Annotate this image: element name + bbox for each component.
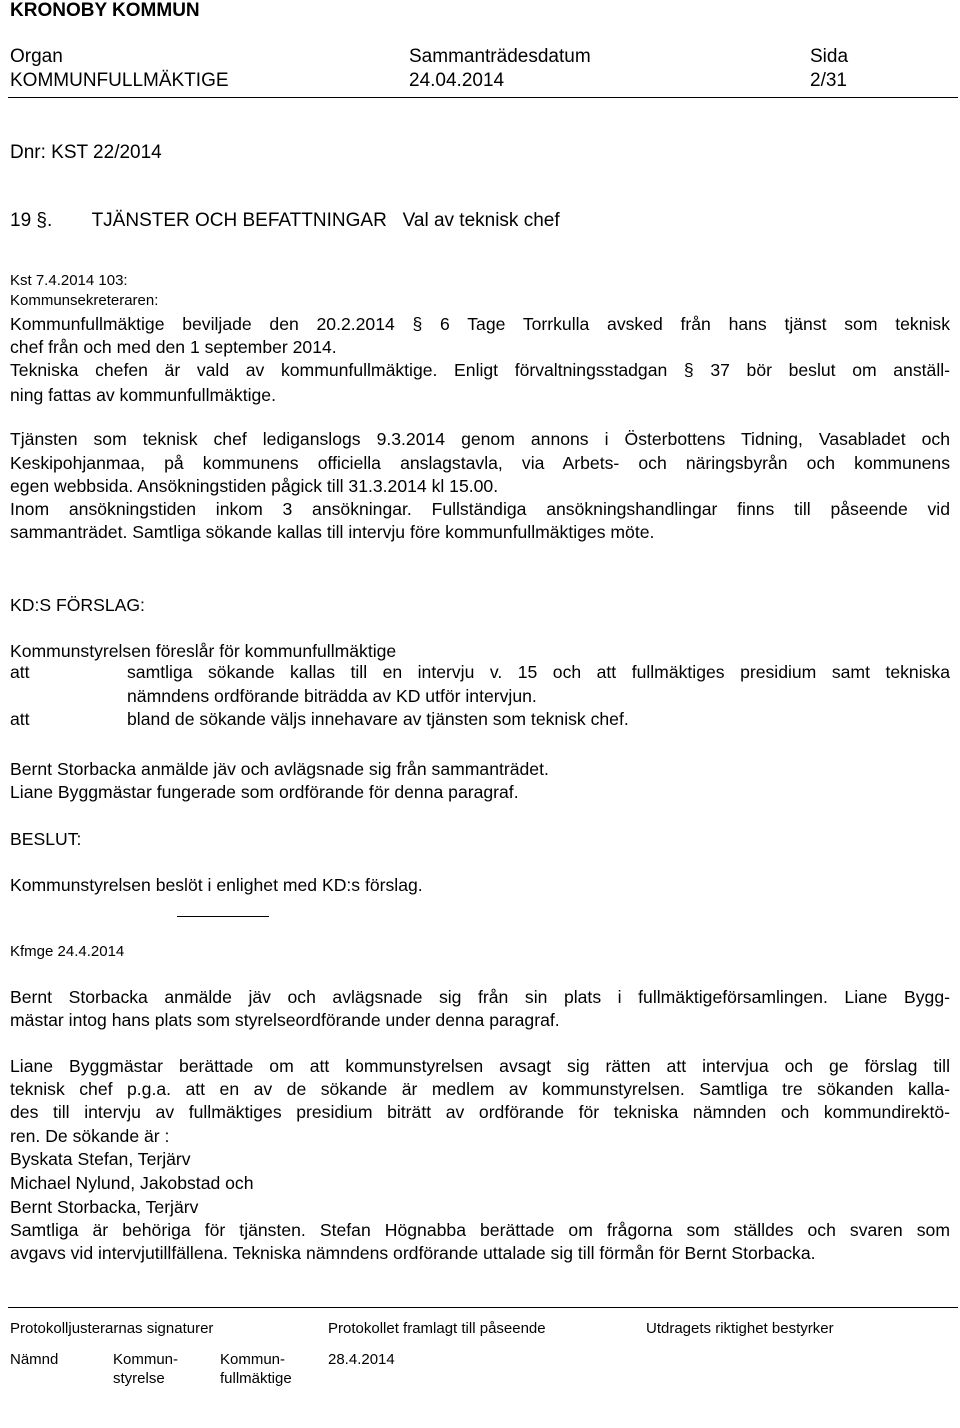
vacancy-line-5: sammanträdet. Samtliga sökande kallas till intervju före kommunfullmäktiges möte.: [10, 522, 655, 542]
proposal-heading: KD:S FÖRSLAG:: [10, 595, 145, 615]
vacancy-line-1: Tjänsten som teknisk chef lediganslogs 9.3.2014 genom annons i Österbottens Tidning, Vasabladet och: [10, 429, 950, 449]
page-label: Sida: [810, 46, 849, 67]
decision-heading: BESLUT:: [10, 829, 82, 849]
organ-value: KOMMUNFULLMÄKTIGE: [10, 70, 229, 91]
footer-council-line-2: fullmäktige: [220, 1370, 292, 1387]
footer-body-label: Nämnd: [10, 1351, 59, 1368]
header-divider: [8, 97, 958, 98]
extract-certified-label: Utdragets riktighet bestyrker: [646, 1320, 834, 1337]
diary-number: Dnr: KST 22/2014: [10, 142, 162, 163]
conflict-of-interest-note: Bernt Storbacka anmälde jäv och avlägsnade sig från sammanträdet.: [10, 759, 549, 779]
kfmge-para2-line-8: Samtliga är behöriga för tjänsten. Stefan Högnabba berättade om frågorna som ställdes och svaren som: [10, 1220, 950, 1240]
footer-board-line-2: styrelse: [113, 1370, 165, 1387]
intro-line-2: chef från och med den 1 september 2014.: [10, 337, 337, 357]
proposal-intro: Kommunstyrelsen föreslår för kommunfullmäktige: [10, 641, 397, 661]
applicant-3: Bernt Storbacka, Terjärv: [10, 1197, 199, 1217]
footer-divider: [8, 1307, 958, 1308]
vacancy-line-4: Inom ansökningstiden inkom 3 ansökningar. Fullständiga ansökningshandlingar finns till påseende vid: [10, 499, 950, 519]
footer-board-line-1: Kommun-: [113, 1351, 179, 1368]
kfmge-para2-line-1: Liane Byggmästar berättade om att kommunstyrelsen avsagt sig rätten att intervjua och ge förslag till: [10, 1056, 950, 1076]
posted-label: Protokollet framlagt till påseende: [328, 1320, 546, 1337]
section-title: TJÄNSTER OCH BEFATTNINGAR Val av teknisk chef: [91, 210, 560, 231]
section-sign: §.: [36, 210, 53, 231]
applicant-2: Michael Nylund, Jakobstad och: [10, 1173, 254, 1193]
att-text-1-line-1: samtliga sökande kallas till en intervju v. 15 och att fullmäktiges presidium samt tekniska: [127, 662, 950, 682]
acting-chair-note: Liane Byggmästar fungerade som ordförande för denna paragraf.: [10, 782, 519, 802]
kfmge-para2-line-3: des till intervju av fullmäktiges presidium biträtt av ordförande för tekniska nämnden och kommundirektö-: [10, 1102, 950, 1122]
kst-reference: Kst 7.4.2014 103:: [10, 272, 128, 289]
meeting-date-value: 24.04.2014: [409, 70, 505, 91]
organ-label: Organ: [10, 46, 63, 67]
kfmge-date: Kfmge 24.4.2014: [10, 943, 125, 960]
decision-text: Kommunstyrelsen beslöt i enlighet med KD:s förslag.: [10, 875, 423, 895]
att-text-1-line-2: nämndens ordförande biträdda av KD utför intervjun.: [127, 686, 537, 706]
att-label-2: att: [10, 709, 30, 729]
section-number: 19: [10, 210, 32, 231]
kfmge-para1-line-1: Bernt Storbacka anmälde jäv och avlägsnade sig från sin plats i fullmäktigeförsamlingen. Liane Bygg-: [10, 987, 950, 1007]
intro-line-3: Tekniska chefen är vald av kommunfullmäktige. Enligt förvaltningsstadgan § 37 bör beslut om anställ-: [10, 360, 950, 380]
page-number: 2/31: [810, 70, 847, 91]
att-text-2: bland de sökande väljs innehavare av tjänsten som teknisk chef.: [127, 709, 629, 729]
footer-council-line-1: Kommun-: [220, 1351, 286, 1368]
applicant-1: Byskata Stefan, Terjärv: [10, 1149, 191, 1169]
vacancy-line-2: Keskipohjanmaa, på kommunens officiella anslagstavla, via Arbets- och näringsbyrån och kommunens: [10, 453, 950, 473]
meeting-date-label: Sammanträdesdatum: [409, 46, 591, 67]
organization-name: KRONOBY KOMMUN: [10, 0, 200, 21]
signatures-label: Protokolljusterarnas signaturer: [10, 1320, 214, 1337]
att-label-1: att: [10, 662, 30, 682]
kfmge-para2-line-9: avgavs vid intervjutillfällena. Tekniska nämndens ordförande uttalade sig till förmån för Bernt Storbacka.: [10, 1243, 816, 1263]
kfmge-para1-line-2: mästar intog hans plats som styrelseordförande under denna paragraf.: [10, 1010, 560, 1030]
section-heading: [10, 210, 560, 232]
intro-line-4: ning fattas av kommunfullmäktige.: [10, 385, 276, 405]
signature-line: [177, 916, 269, 917]
intro-line-1: Kommunfullmäktige beviljade den 20.2.2014 § 6 Tage Torrkulla avsked från hans tjänst som teknisk: [10, 314, 950, 334]
kfmge-para2-line-4: ren. De sökande är :: [10, 1126, 170, 1146]
kfmge-para2-line-2: teknisk chef p.g.a. att en av de sökande är medlem av kommunstyrelsen. Samtliga tre sökanden kalla-: [10, 1079, 950, 1099]
kst-author: Kommunsekreteraren:: [10, 292, 159, 309]
vacancy-line-3: egen webbsida. Ansökningstiden pågick till 31.3.2014 kl 15.00.: [10, 476, 499, 496]
footer-posted-date: 28.4.2014: [328, 1351, 395, 1368]
